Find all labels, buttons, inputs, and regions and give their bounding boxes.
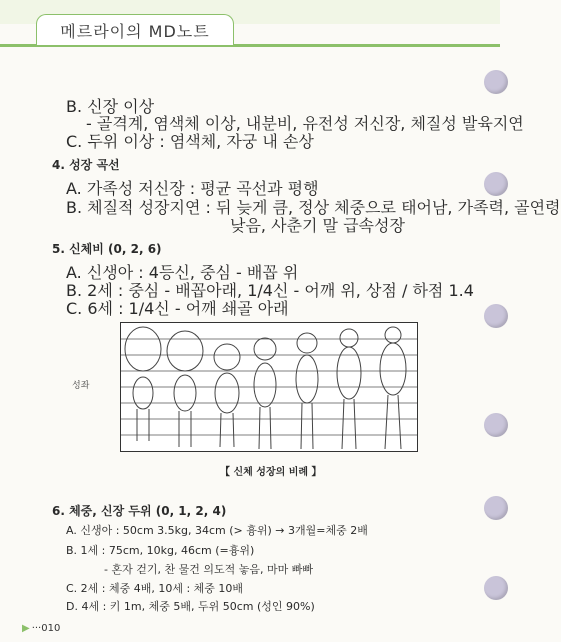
- page-footer: [22, 623, 60, 634]
- figure-caption: 【 신체 성장의 비례 】: [220, 467, 322, 478]
- body-proportion-figure: [120, 322, 418, 452]
- section-c-title: C. 두위 이상 : 염색체, 자궁 내 손상: [66, 132, 314, 151]
- binder-hole: [484, 576, 508, 600]
- binder-hole: [484, 70, 508, 94]
- heading-body-ratio: 5. 신체비 (0, 2, 6): [52, 242, 162, 256]
- weight-b: B. 1세 : 75cm, 10kg, 46cm (=흉위): [66, 544, 255, 557]
- binder-hole: [484, 304, 508, 328]
- page-dots: ···: [31, 623, 42, 634]
- section-b-detail: - 골격계, 염색체 이상, 내분비, 유전성 저신장, 체질성 발육지연: [86, 114, 524, 133]
- binder-holes: [480, 0, 500, 642]
- weight-a: A. 신생아 : 50cm 3.5kg, 34cm (> 흉위) → 3개월=체중 2배: [66, 524, 368, 537]
- page-number: 010: [41, 623, 61, 634]
- binder-hole: [484, 172, 508, 196]
- binder-hole: [484, 413, 508, 437]
- weight-b-sub: - 혼자 걷기, 찬 물건 의도적 놓음, 마마 빠빠: [104, 563, 313, 576]
- weight-c: C. 2세 : 체중 4배, 10세 : 체중 10배: [66, 582, 244, 595]
- heading-growth-curve: 4. 성장 곡선: [52, 158, 120, 172]
- growth-curve-b2: 낮음, 사춘기 말 급속성장: [230, 216, 405, 235]
- growth-curve-b1: B. 체질적 성장지연 : 뒤 늦게 큼, 정상 체중으로 태어남, 가족력, 골연령: [66, 198, 561, 217]
- header-band: [0, 0, 500, 50]
- section-b-title: B. 신장 이상: [66, 97, 155, 116]
- book-title: 메르라이의 MD노트: [60, 21, 210, 41]
- weight-d: D. 4세 : 키 1m, 체중 5배, 두위 50cm (성인 90%): [66, 600, 315, 613]
- heading-weight-height: 6. 체중, 신장 두위 (0, 1, 2, 4): [52, 504, 227, 518]
- body-proportion-drawing: [121, 323, 417, 451]
- page-marker-icon: ▶: [22, 623, 30, 634]
- body-ratio-a: A. 신생아 : 4등신, 중심 - 배꼽 위: [66, 263, 299, 282]
- body-ratio-c: C. 6세 : 1/4신 - 어깨 쇄골 아래: [66, 299, 289, 318]
- figure-side-label: 성좌: [72, 381, 90, 391]
- growth-curve-a: A. 가족성 저신장 : 평균 곡선과 평행: [66, 179, 319, 198]
- book-title-tab: [36, 14, 234, 45]
- body-ratio-b: B. 2세 : 중심 - 배꼽아래, 1/4신 - 어깨 위, 상점 / 하점 1.4: [66, 281, 474, 300]
- binder-hole: [484, 496, 508, 520]
